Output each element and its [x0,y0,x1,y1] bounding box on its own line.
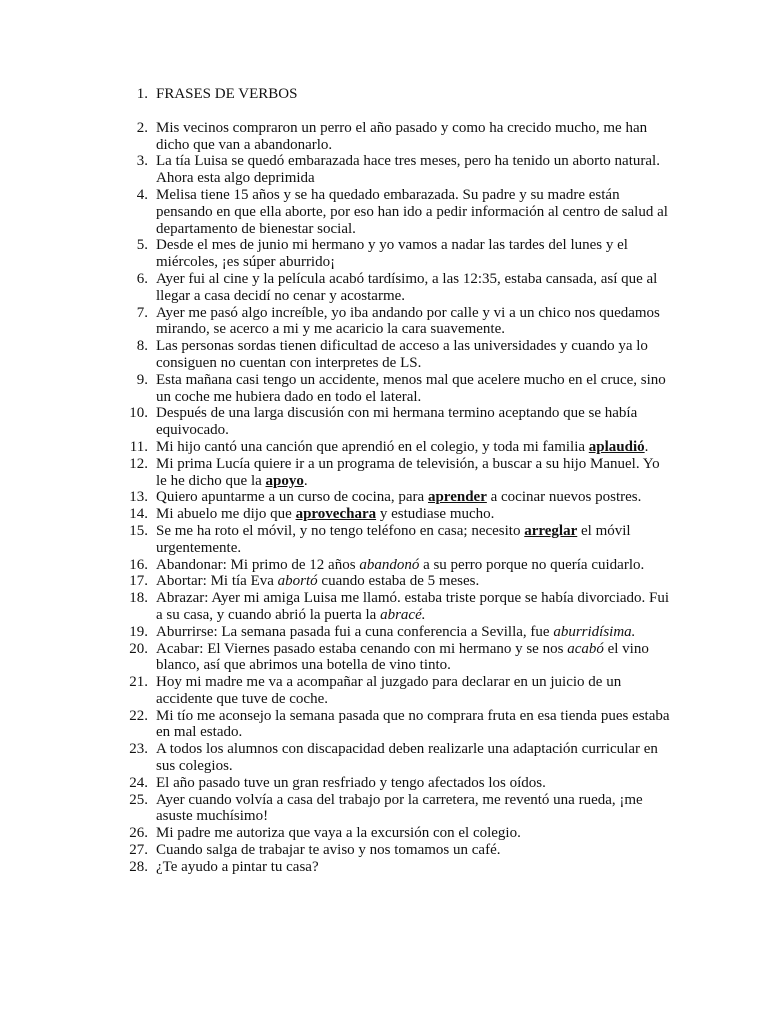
sentence-item [0,237,672,271]
sentence-item [0,120,672,154]
sentence-text: Mi hijo cantó una canción que aprendió en el colegio, y toda mi familia [156,438,589,455]
sentence-item [0,271,672,305]
sentence-text: a su perro porque no quería cuidarlo. [419,556,645,573]
item-number: 13. [129,489,148,506]
sentence-item [0,456,672,490]
sentence-text: La tía Luisa se quedó embarazada hace tres meses, pero ha tenido un aborto natural. Ahora esta algo deprimida [156,153,660,187]
sentence-text: Ayer me pasó algo increíble, yo iba andando por calle y vi a un chico nos quedamos mirando, se acerco a mi y me acaricio la cara suavemente. [156,304,660,338]
sentence-item [0,557,672,574]
item-number: 11. [129,438,148,455]
sentence-item [0,523,672,557]
item-number: 9. [136,371,148,388]
sentence-text: Esta mañana casi tengo un accidente, menos mal que acelere mucho en el cruce, sino un coche me hubiera dado en todo el lateral. [156,371,666,405]
item-number: 6. [136,270,148,287]
sentence-item [0,842,672,859]
highlighted-verb: aplaudió [588,438,645,455]
sentence-text: cuando estaba de 5 meses. [317,573,480,590]
item-number: 8. [136,338,148,355]
italic-verb: abandonó [359,556,420,573]
sentence-text: Abandonar: Mi primo de 12 años [156,556,360,573]
highlighted-verb: aprovechara [295,506,377,523]
sentence-item [0,708,672,742]
item-number: 15. [129,522,148,539]
sentence-item [0,439,672,456]
sentence-text: Hoy mi madre me va a acompañar al juzgado para declarar en un juicio de un accidente que tuve de coche. [156,674,622,707]
sentence-text: el vino blanco, así que abrimos una botella de vino tinto. [156,640,649,674]
sentence-text: Melisa tiene 15 años y se ha quedado embarazada. Su padre y su madre están pensando en que ella aborte, por eso han ido a pedir información al centro de salud al departamento de bienestar social. [156,186,668,237]
sentence-text: Desde el mes de junio mi hermano y yo vamos a nadar las tardes del lunes y el miércoles, ¡es súper aburrido¡ [156,237,628,271]
sentence-item [0,305,672,339]
sentence-item [0,372,672,406]
sentence-item [0,506,672,523]
sentence-text: El año pasado tuve un gran resfriado y tengo afectados los oídos. [156,774,546,791]
item-number: 14. [129,506,148,523]
sentence-item [0,338,672,372]
italic-verb: aburridísima. [553,623,636,640]
sentence-item [0,573,672,590]
item-number: 2. [136,119,148,136]
item-number: 12. [129,455,148,472]
sentence-text: Quiero apuntarme a un curso de cocina, para [156,489,428,506]
sentence-item [0,792,672,826]
highlighted-verb: aprender [427,489,487,506]
sentence-text: Después de una larga discusión con mi hermana termino aceptando que se había equivocado. [156,405,638,439]
item-number: 21. [129,674,148,691]
sentence-item [0,859,672,876]
item-number: 24. [129,774,148,791]
sentence-text: Mi padre me autoriza que vaya a la excursión con el colegio. [156,825,521,842]
sentence-text: Ayer fui al cine y la película acabó tardísimo, a las 12:35, estaba cansada, así que al llegar a casa decidí no cenar y acostarme. [156,270,658,304]
item-number: 20. [129,640,148,657]
sentence-item [0,187,672,237]
document-title-item [0,86,672,103]
sentence-text: FRASES DE VERBOS [156,86,298,102]
sentence-text: y estudiase mucho. [376,506,495,523]
sentence-text: Mi abuelo me dijo que [156,506,296,523]
item-number: 18. [129,590,148,607]
sentence-text: a cocinar nuevos postres. [486,489,642,506]
sentence-text: Mi prima Lucía quiere ir a un programa de televisión, a buscar a su hijo Manuel. Yo le he dicho que la [156,455,660,489]
item-number: 27. [129,842,148,859]
sentence-text: . [303,472,308,489]
item-number: 4. [136,186,148,203]
sentence-text: Mi tío me aconsejo la semana pasada que no comprara fruta en esa tienda pues estaba en mal estado. [156,707,670,741]
item-number: 28. [129,858,148,875]
item-number: 10. [129,405,148,422]
sentence-item [0,775,672,792]
sentence-text: Ayer cuando volvía a casa del trabajo por la carretera, me reventó una rueda, ¡me asuste muchísimo! [156,791,643,825]
sentence-item [0,624,672,641]
sentence-text: Acabar: El Viernes pasado estaba cenando con mi hermano y se nos [156,640,568,657]
sentence-text: el móvil urgentemente. [156,522,631,556]
item-number: 3. [136,153,148,170]
sentence-text: Abortar: Mi tía Eva [156,573,278,590]
item-number: 25. [129,791,148,808]
sentence-text: Cuando salga de trabajar te aviso y nos tomamos un café. [156,842,501,859]
sentence-text: Mis vecinos compraron un perro el año pasado y como ha crecido mucho, me han dicho que van a abandonarlo. [156,119,648,153]
sentence-item [0,590,672,624]
item-number: 7. [136,304,148,321]
italic-verb: acabó [567,640,604,657]
highlighted-verb: arreglar [524,522,578,539]
italic-verb: abortó [277,573,318,590]
highlighted-verb: apoyo [265,472,304,489]
item-number: 19. [129,623,148,640]
sentence-item [0,741,672,775]
sentence-item [0,153,672,187]
sentence-text: A todos los alumnos con discapacidad deben realizarle una adaptación curricular en sus colegios. [156,741,658,775]
item-number: 17. [129,573,148,590]
italic-verb: abracé. [380,606,426,623]
sentence-text: Abrazar: Ayer mi amiga Luisa me llamó. estaba triste porque se había divorciado. Fui a su casa, y cuando abrió la puerta la [156,590,670,623]
sentence-item [0,489,672,506]
sentence-text: Se me ha roto el móvil, y no tengo teléfono en casa; necesito [156,522,525,539]
sentence-item [0,405,672,439]
sentence-item [0,641,672,675]
item-number: 1. [136,86,148,102]
sentence-text: ¿Te ayudo a pintar tu casa? [156,858,319,875]
sentence-text: Aburrirse: La semana pasada fui a cuna conferencia a Sevilla, fue [156,623,554,640]
sentence-text: . [644,438,649,455]
sentence-list [0,86,768,876]
sentence-text: Las personas sordas tienen dificultad de acceso a las universidades y cuando ya lo consiguen no cuentan con interpretes de LS. [156,338,648,371]
sentence-item [0,674,672,708]
item-number: 22. [129,707,148,724]
sentence-item [0,825,672,842]
item-number: 26. [129,825,148,842]
item-number: 5. [136,237,148,254]
item-number: 23. [129,741,148,758]
item-number: 16. [129,556,148,573]
